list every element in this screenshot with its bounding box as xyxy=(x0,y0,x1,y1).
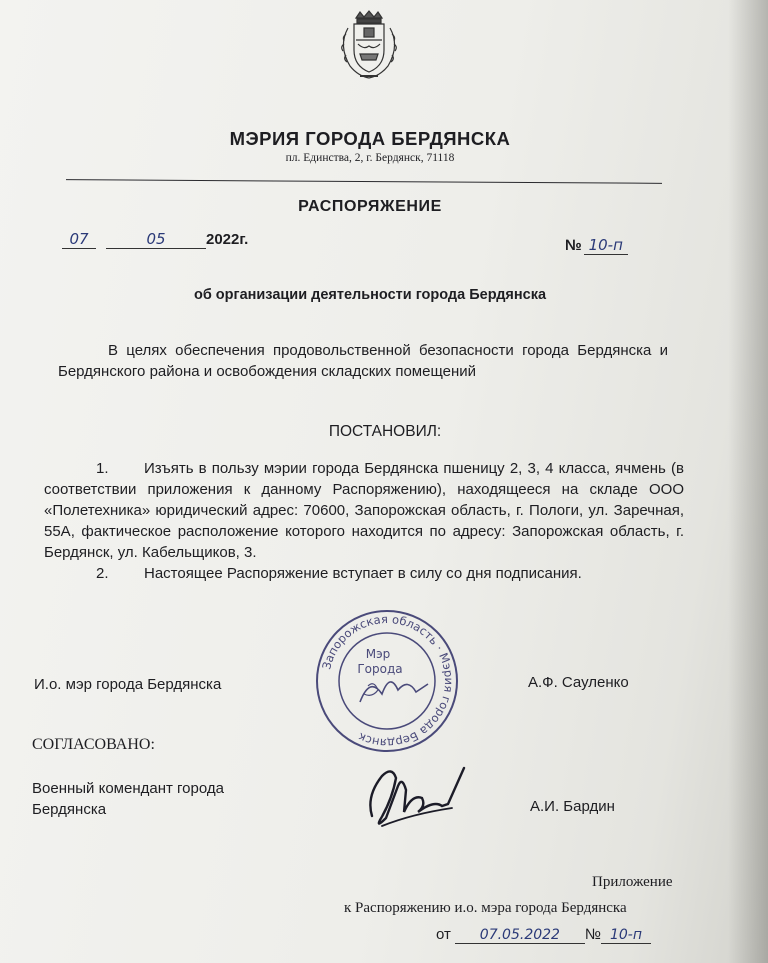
decree-heading: ПОСТАНОВИЛ: xyxy=(328,423,442,440)
decree-item-2 xyxy=(44,563,684,584)
preamble-paragraph: В целях обеспечения продовольственной безопасности города Бердянска и Бердянского района и освобождения складских помещений xyxy=(58,342,668,380)
date-year: 2022г. xyxy=(206,231,249,248)
item-number: 1. xyxy=(96,460,109,477)
annex-date-number xyxy=(436,926,651,944)
handwritten-signature xyxy=(352,756,482,836)
acting-mayor-name: А.Ф. Сауленко xyxy=(528,674,629,691)
seal-center-line-1: Мэр xyxy=(365,647,391,661)
annex-number: 10-п xyxy=(601,927,651,944)
commandant-title: Военный комендант города Бердянска xyxy=(32,780,224,818)
round-seal-stamp xyxy=(312,606,462,756)
item-number: 2. xyxy=(96,565,109,582)
annex-date: 07.05.2022 xyxy=(455,927,585,944)
date-month: 05 xyxy=(106,230,206,249)
document-type: РАСПОРЯЖЕНИЕ xyxy=(298,198,442,215)
document-number xyxy=(565,236,628,255)
annex-from-label: от xyxy=(436,926,451,943)
decree-item-1 xyxy=(44,458,684,563)
commandant-name: А.И. Бардин xyxy=(530,798,615,815)
organization-address: пл. Единства, 2, г. Бердянск, 71118 xyxy=(285,152,455,164)
number-value: 10-п xyxy=(584,236,628,255)
organization-name: МЭРИЯ ГОРОДА БЕРДЯНСКА xyxy=(229,128,511,149)
annex-reference: к Распоряжению и.о. мэра города Бердянска xyxy=(344,900,627,916)
document-date xyxy=(62,230,248,249)
annex-title: Приложение xyxy=(592,874,673,890)
item-text: Изъять в пользу мэрии города Бердянска пшеницу 2, 3, 4 класса, ячмень (в соответствии приложения к данному Распоряжению), находящееся на складе ООО «Полетехника» юридический адрес: 70600, Запорожская область, г. Пологи, ул. Заречная, 55А, фактическое расположение которого находится по адресу: Запорожская область, г. Бердянск, ул. Кабельщиков, 3. xyxy=(44,460,684,561)
seal-ring-text: Запорожская область · Мэрия города Бердянск xyxy=(319,611,457,751)
coat-of-arms-icon xyxy=(330,10,408,82)
acting-mayor-title: И.о. мэр города Бердянска xyxy=(34,676,222,693)
annex-number-prefix: № xyxy=(584,926,601,943)
number-prefix: № xyxy=(565,237,582,254)
document-subject: об организации деятельности города Бердянска xyxy=(193,287,547,303)
seal-center-line-2: Города xyxy=(357,662,403,676)
date-day: 07 xyxy=(62,230,96,249)
item-text: Настоящее Распоряжение вступает в силу со дня подписания. xyxy=(144,565,582,582)
header-divider xyxy=(66,179,662,184)
agreed-label: СОГЛАСОВАНО: xyxy=(32,736,155,753)
